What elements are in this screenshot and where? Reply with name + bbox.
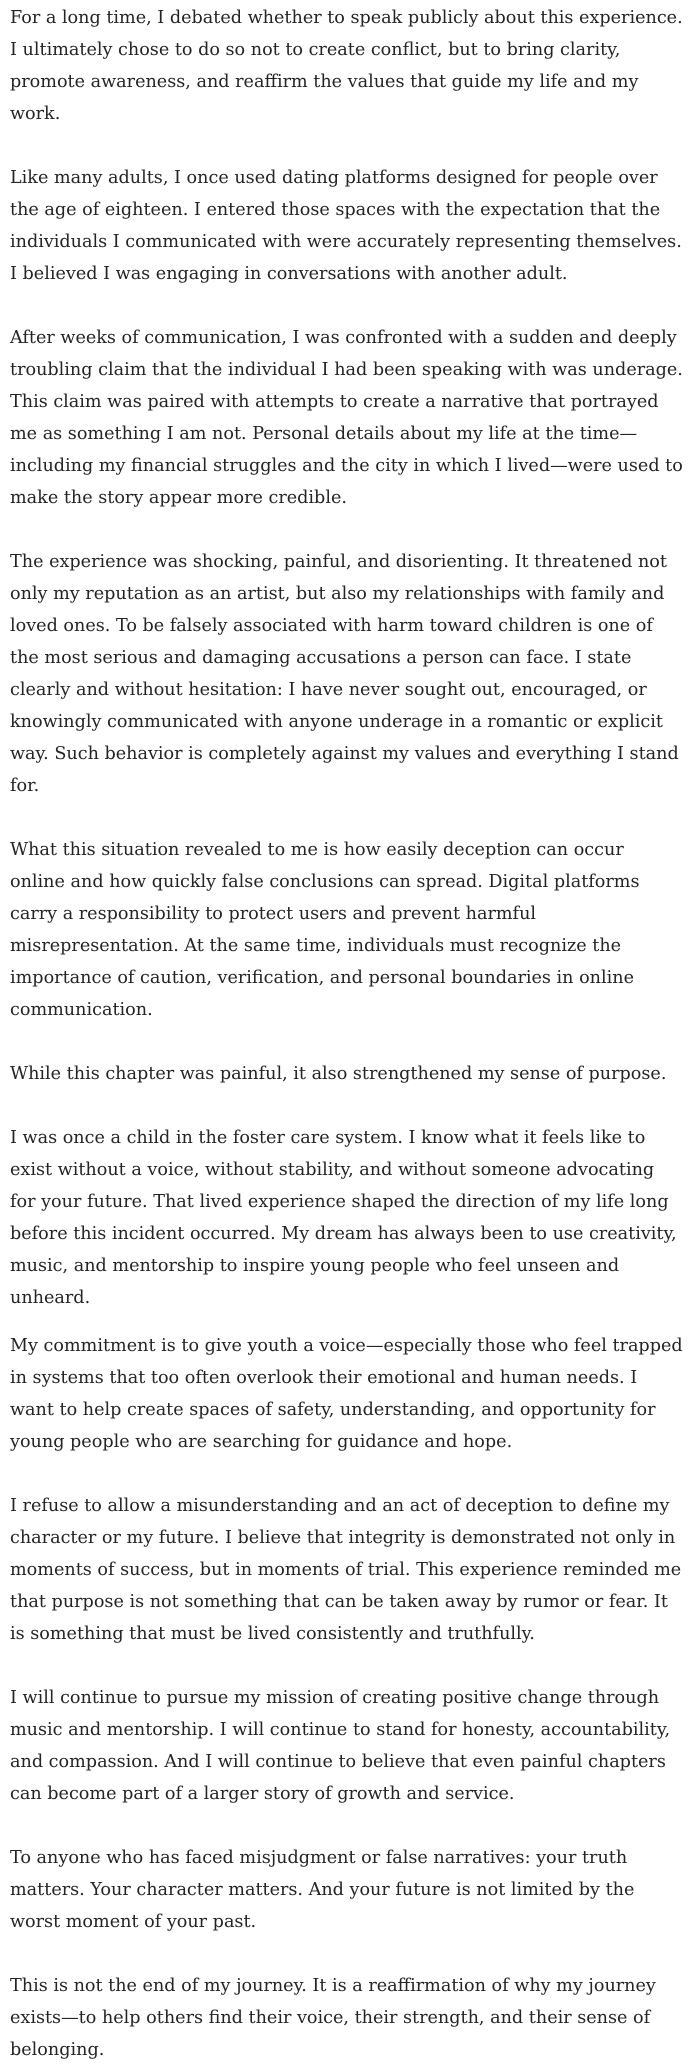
paragraph: To anyone who has faced misjudgment or false narratives: your truth matters. Your character matters. And your future is not limited by the worst moment of your past. [10,1848,635,1932]
paragraph: My commitment is to give youth a voice—especially those who feel trapped in systems that too often overlook their emotional and human needs. I want to help create spaces of safety, understanding, and opportunity for young people who are searching for guidance and hope. [10,1336,683,1452]
paragraph: I was once a child in the foster care system. I know what it feels like to exist without a voice, without stability, and without someone advocating for your future. That lived experience shaped the direction of my life long before this incident occurred. My dream has always been to use creativity, music, and mentorship to inspire young people who feel unseen and unheard. [10,1128,677,1308]
paragraph: While this chapter was painful, it also strengthened my sense of purpose. [10,1064,667,1084]
paragraph: This is not the end of my journey. It is a reaffirmation of why my journey exists—to help others find their voice, their strength, and their sense of belonging. [10,1976,656,2060]
paragraph: After weeks of communication, I was confronted with a sudden and deeply troubling claim that the individual I had been speaking with was underage. This claim was paired with attempts to create a narrative that portrayed me as something I am not. Personal details about my life at the time—including my financial struggles and the city in which I lived—were used to make the story appear more credible. [10,328,683,508]
paragraph: I will continue to pursue my mission of creating positive change through music and mentorship. I will continue to stand for honesty, accountability, and compassion. And I will continue to believe that even painful chapters can become part of a larger story of growth and service. [10,1688,671,1804]
paragraph: Like many adults, I once used dating platforms designed for people over the age of eighteen. I entered those spaces with the expectation that the individuals I communicated with were accurately representing themselves. I believed I was engaging in conversations with another adult. [10,168,682,284]
paragraph: For a long time, I debated whether to speak publicly about this experience. I ultimately chose to do so not to create conflict, but to bring clarity, promote awareness, and reaffirm the values that guide my life and my work. [10,8,683,124]
paragraph: I refuse to allow a misunderstanding and an act of deception to define my character or my future. I believe that integrity is demonstrated not only in moments of success, but in moments of trial. This experience reminded me that purpose is not something that can be taken away by rumor or fear. It is something that must be lived consistently and truthfully. [10,1496,682,1644]
paragraph: The experience was shocking, painful, and disorienting. It threatened not only my reputation as an artist, but also my relationships with family and loved ones. To be falsely associated with harm toward children is one of the most serious and damaging accusations a person can face. I state clearly and without hesitation: I have never sought out, encouraged, or knowingly communicated with anyone underage in a romantic or explicit way. Such behavior is completely against my values and everything I stand for. [10,552,679,796]
paragraph: What this situation revealed to me is how easily deception can occur online and how quickly false conclusions can spread. Digital platforms carry a responsibility to protect users and prevent harmful misrepresentation. At the same time, individuals must recognize the importance of caution, verification, and personal boundaries in online communication. [10,840,640,1020]
